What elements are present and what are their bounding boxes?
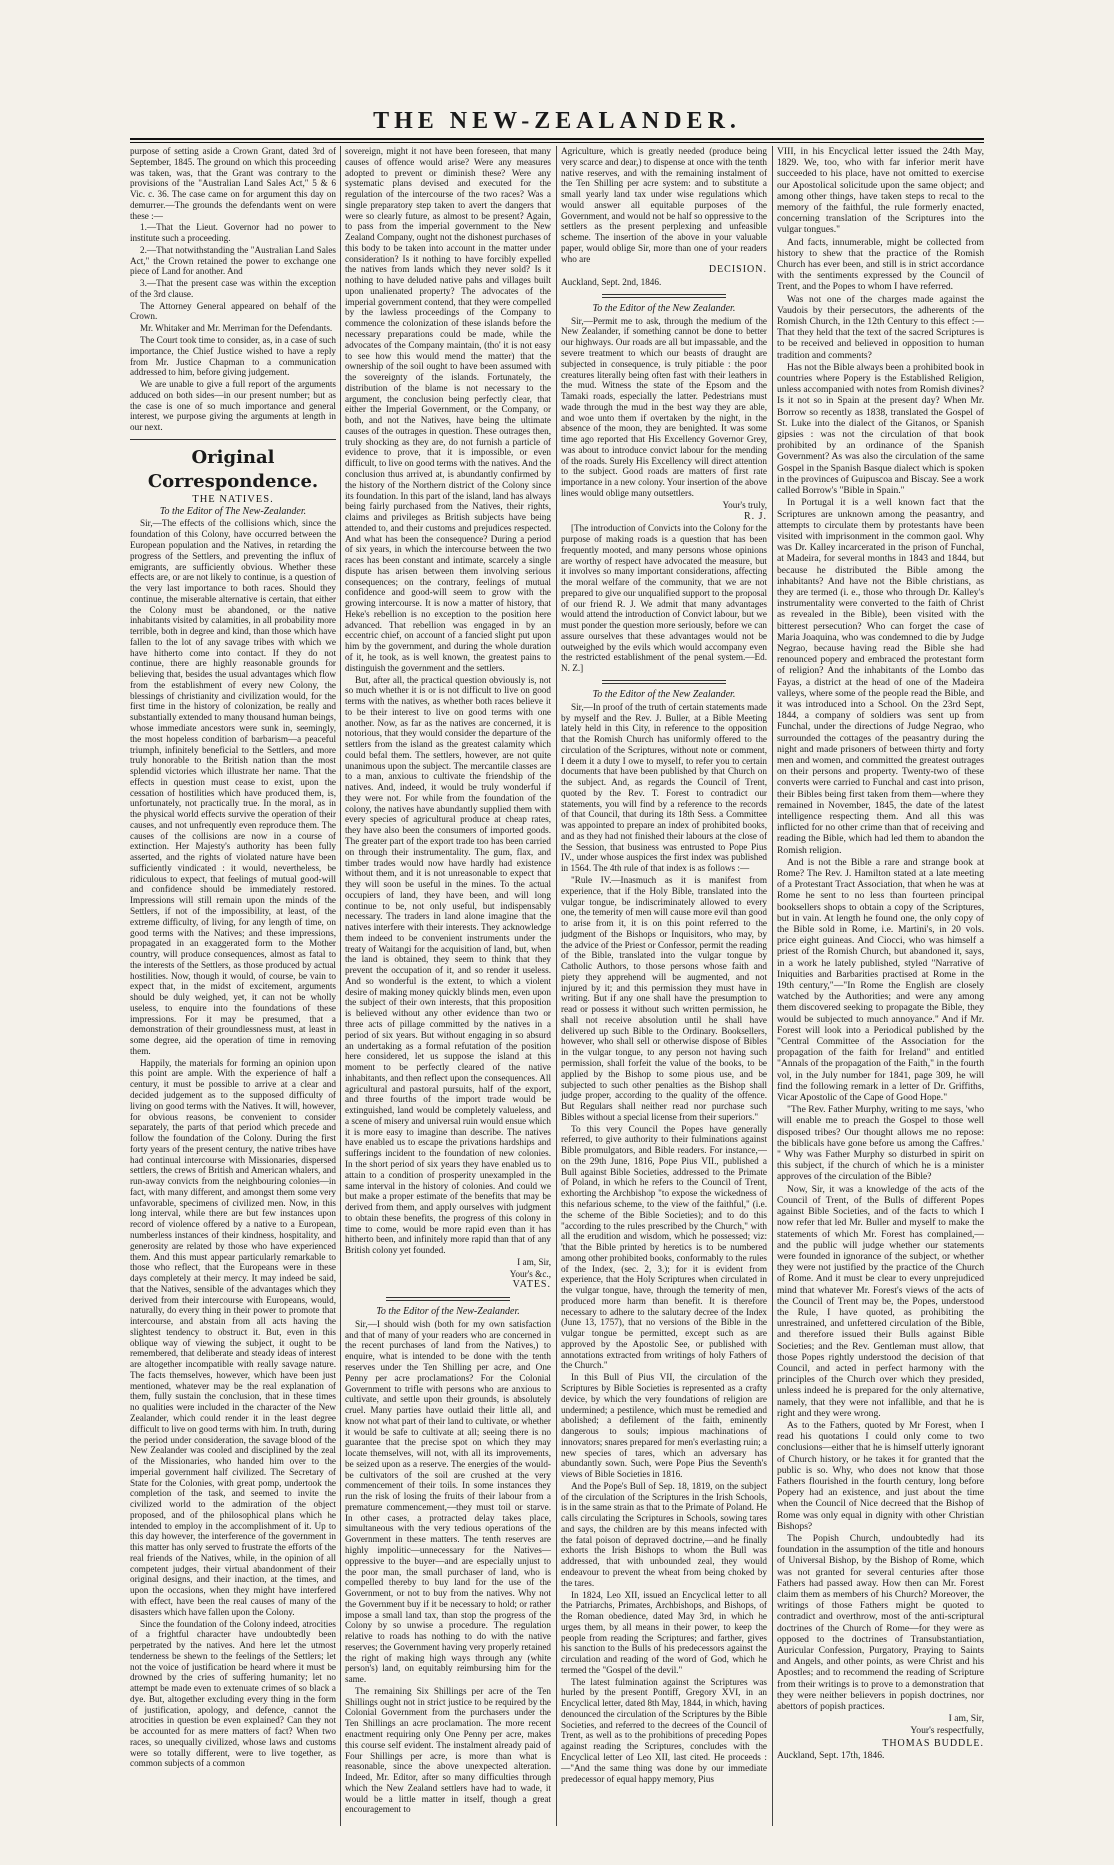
column-divider — [772, 146, 773, 1826]
masthead: THE NEW-ZEALANDER. — [373, 108, 741, 134]
paragraph: And is not the Bible a rare and strange book at Rome? The Rev. J. Hamilton stated at a late meeting of a Protestant Tract Association, that when he was at Rome he sent to no less than fourteen principal booksellers shops to obtain a copy of the Scriptures, but in vain. At length he found one, the only copy of the Bible sold in Rome, i.e. Martini's, in 20 vols. price eight guineas. And Ciocci, who was himself a priest of the Romish Church, but abandoned it, says, in a work he lately published, styled "Narrative of Iniquities and Barbarities practised at Rome in the 19th century,"—"In Rome the English are closely watched by the Authorities; and were any among them discovered seeking to propagate the Bible, they would be subjected to much annoyance." And if Mr. Forest will look into a Periodical published by the "Central Committee of the Association for the propagation of the faith for Ireland" and entitled "Annals of the propagation of the Faith," in the fourth vol, in the July number for 1841, page 309, he will find the following remark in a letter of Dr. Griffiths, Vicar Apostolic of the Cape of Good Hope." — [777, 856, 984, 1104]
paragraph: In Portugal it is a well known fact that the Scriptures are unknown among the peasantry, and attempts to circulate them by protestants have been visited with imprisonment in the common gaol. Why was Dr. Kalley incarcerated in the prison of Funchal, at Madeira, for several months in 1843 and 1844, but because he distributed the Bible among the inhabitants? And have not the Bible christians, as they are termed (i. e., those who through Dr. Kalley's instrumentality were converted to the faith of Christ as revealed in the Bible), been visited with the bitterest persecution? Who can forget the case of Maria Joaquina, who was condemned to die by Judge Negrao, because having read the Bible she had renounced popery and embraced the protestant form of religion? And the inhabitants of the Lombo das Fayas, a district at the head of one of the Madeira valleys, where some of the people read the Bible, and it was introduced into a School. On the 23rd Sept, 1844, a company of soldiers was sent up from Funchal, under the directions of Judge Negrao, who surrounded the cottages of the peasantry during the night and made prisoners of between thirty and forty men and women, and committed the greatest outrages on their persons and property. Twenty-two of these converts were carried to Funchal and cast into prison, their Bibles being first taken from them—where they remained in November, 1845, the date of the latest intelligence respecting them. And all this was inflicted for no other crime than that of receiving and reading the Bible, which had led them to abandon the Romish religion. — [777, 497, 984, 856]
letter-salutation: To the Editor of The New-Zealander. — [159, 505, 307, 517]
letter-salutation: To the Editor of the New-Zealander. — [376, 1306, 520, 1318]
article-heading: THE NATIVES. — [192, 493, 274, 505]
paragraph: Agriculture, which is greatly needed (produce being very scarce and dear,) to dispense at once with the tenth native reserves, and with the remaining instalment of the Ten Shilling per acre system: and to substitute a small yearly land tax under wise regulations which would answer all equitable purposes of the Government, and would not be half so oppressive to the settlers as the present perplexing and unfeasible scheme. The insertion of the above in your valuable paper, would oblige Sir, more than one of your readers who are — [561, 146, 767, 264]
letter-closing: I am, Sir, — [517, 1256, 551, 1267]
section-rule — [130, 439, 336, 440]
paragraph: And facts, innumerable, might be collected from history to shew that the practice of the Romish Church has ever been, and still is in strict accordance with the sentiments expressed by the Council of Trent, and the Popes to whom I have referred. — [777, 236, 984, 293]
letter-separator — [602, 294, 726, 298]
paragraph: In 1824, Leo XII, issued an Encyclical letter to all the Patriarchs, Primates, Archbishops, and Bishops, of the Roman obedience, dated May 3rd, in which he urges them, by all means in their power, to keep the people from reading the Scriptures; and farther, gives his sanction to the Bulls of his predecessors against the circulation and reading of the word of God, which he termed the "Gospel of the devil." — [561, 1589, 767, 1675]
paragraph: And the Pope's Bull of Sep. 18, 1819, on the subject of the circulation of the Scriptures in the Irish Schools, is in the same strain as that to the Primate of Poland. He calls circulating the Scriptures in Schools, sowing tares and says, the children are by this means infected with the fatal poison of depraved doctrine,—and he finally exhorts the Irish Bishops to whom the Bull was addressed, that with unbounded zeal, they would endeavour to prevent the wheat from being choked by the tares. — [561, 1480, 767, 1588]
paragraph: To this very Council the Popes have generally referred, to give authority to their fulminations against Bible promulgators, and Bible readers. For instance,—on the 29th June, 1816, Pope Pius VII., published a Bull against Bible Societies, addressed to the Primate of Poland, in which he refers to the Council of Trent, exhorting the Archbishop "to expose the wickedness of this nefarious scheme, to the view of the faithful," (i.e. the scheme of the Bible Societies); and to do this "according to the rules prescribed by the Church," with all the erudition and wisdom, which he possessed; viz: 'that the Bible printed by heretics is to be numbered among other prohibited books, conformably to the rules of the Index, (sec. 2, 3.); for it is evident from experience, that the Holy Scriptures when circulated in the vulgar tongue, have, through the temerity of men, produced more harm than benefit. It is therefore necessary to adhere to the salutary decree of the Index (June 13, 1757), that no versions of the Bible in the vulgar tongue be permitted, except such as are approved by the Apostolic See, or published with annotations extracted from writings of holy Fathers of the Church." — [561, 1123, 767, 1371]
paragraph: 2.—That notwithstanding the "Australian Land Sales Act," the Crown retained the power to exchange one piece of Land for another. And — [130, 244, 336, 277]
paragraph: Sir,—Permit me to ask, through the medium of the New Zealander, if something cannot be done to better our highways. Our roads are all but impassable, and the severe treatment to which our beasts of draught are subjected in consequence, is truly pitiable : the poor creatures literally being often fast with their leathers in the mud. Witness the state of the Epsom and the Tamaki roads, especially the latter. Pedestrians must wade through the mud in the best way they are able, and woe unto them if overtaken by the night, in the absence of the moon, they are benighted. It was some time ago reported that His Excellency Governor Grey, was about to introduce convict labour for the mending of the roads. Surely His Excellency will direct attention to the subject. Good roads are matters of first rate importance in a new colony. Your insertion of the above lines would oblige many outsettlers. — [561, 315, 767, 498]
paragraph: The Attorney General appeared on behalf of the Crown. — [130, 300, 336, 322]
paragraph: Sir,—I should wish (both for my own satisfaction and that of many of your readers who are concerned in the recent purchases of land from the Natives,) to enquire, what is intended to be done with the tenth reserves under the Ten Shilling per acre, and One Penny per acre proclamations? For the Colonial Government to trifle with persons who are anxious to cultivate, and settle upon their grounds, is absolutely cruel. Many parties have outlaid their little all, and know not what part of their land to cultivate, or whether it would be safe to cultivate at all; seeing there is no guarantee that the precise spot on which they may locate themselves, will not, with all its improvements, be seized upon as a reserve. The energies of the would-be cultivators of the soil are crushed at the very commencement of their toils. In some instances they run the risk of losing the fruits of their labour from a premature commencement,—they must toil or starve. In other cases, a protracted delay takes place, simultaneous with the very tedious operations of the Government in these matters. The tenth reserves are highly impolitic—unnecessary for the Natives—oppressive to the buyer—and are especially unjust to the poor man, the small purchaser of land, who is compelled thereby to buy land for the use of the Government, or not to buy from the natives. Why not the Government buy if it be necessary to hold; or rather impose a small land tax, than stop the progress of the Colony by so unwise a procedure. The regulation relative to roads has nothing to do with the native reserves; the Government having very properly retained the right of making high ways through any (white person's) land, on equitably reimbursing him for the same. — [345, 1318, 551, 1685]
editor-note: [The introduction of Convicts into the Colony for the purpose of making roads is a question that has been frequently mooted, and many persons whose opinions are worthy of respect have advocated the measure, but it involves so many important considerations, affecting the moral welfare of the community, that we are not prepared to give our unqualified support to the proposal of our friend R. J. We admit that many advantages would attend the introduction of Convict labour, but we must ponder the question more seriously, before we can assure ourselves that these advantages would not be outweighed by the evils which would accompany even the restricted establishment of the penal system.—Ed. N. Z.] — [561, 523, 767, 674]
paragraph: 3.—That the present case was within the exception of the 3rd clause. — [130, 278, 336, 299]
paragraph: sovereign, might it not have been foreseen, that many causes of offence would arise? Were any measures adopted to prevent or diminish these? Were any systematic plans devised and executed for the regulation of the intercourse of the two races? Was a single preparatory step taken to avert the dangers that were so clearly future, as almost to be present? Again, to pass from the imperial government to the New Zealand Company, ought not the dishonest purchases of this body to be taken into account in the matter under consideration? Is it nothing to have forcibly expelled the natives from lands which they never sold? Is it nothing to have deluded native pahs and villages built upon unalienated property? The advocates of the imperial government contend, that they were compelled by the lawless proceedings of the Company to commence the colonization of these islands before the necessary preparations could be made, while the advocates of the Company maintain, (tho' it is not easy to see how this would mend the matter) that the ownership of the soil ought to have been assumed with the sovereignty of the islands. Fortunately, the distribution of the blame is not necessary to the argument, the conclusion being perfectly clear, that either the Imperial Government, or the Company, or both, and not the Natives, have being the ultimate causes of the outrages in question. These outrages then, truly shocking as they are, do not furnish a particle of evidence to prove, that it is impossible, or even difficult, to live on good terms with the natives. And the conclusion thus arrived at, is abundantly confirmed by the history of the Northern district of the Colony since its foundation. In this part of the island, land has always being fairly purchased from the Natives, their rights, claims and privileges as British subjects have being attended to, and their customs and prejudices respected. And what has been the consequence? During a period of six years, in which the intercourse between the two races has been constant and intimate, scarcely a single dispute has arisen between them involving serious consequences; on the contrary, feelings of mutual confidence and good-will seem to grow with the growing intercourse. It is now a matter of history, that Heke's rebellion is no exception to the position here advanced. That rebellion was engaged in by an eccentric chief, on account of a fancied slight put upon him by the government, and during the whole duration of it, he took, as is well known, the greatest pains to distinguish the government and the settlers. — [345, 146, 551, 673]
dateline: Auckland, Sept. 17th, 1846. — [777, 1749, 885, 1761]
paragraph: In this Bull of Pius VII, the circulation of the Scriptures by Bible Societies is represented as a crafty device, by which the very foundations of religion are undermined; a pestilence, which must be remedied and abolished; a defilement of the faith, eminently dangerous to souls; impious machinations of innovators; snares prepared for men's everlasting ruin; a new species of tares, which an adversary has abundantly sown. Such, were Pope Pius the Seventh's views of Bible Societies in 1816. — [561, 1372, 767, 1480]
column-4 — [777, 146, 984, 1846]
letter-signature: THOMAS BUDDLE. — [882, 1737, 984, 1749]
section-heading: Original Correspondence. — [147, 446, 319, 492]
paragraph: purpose of setting aside a Crown Grant, dated 3rd of September, 1845. The ground on which this proceeding was taken, was, that the Grant was contrary to the provisions of the "Australian Land Sales Act," 5 & 6 Vic. c. 36. The case came on for argument this day on demurrer.—The grounds the defendants went on were these :— — [130, 146, 336, 221]
paragraph: VIII, in his Encyclical letter issued the 24th May, 1829. We, too, who with far inferior merit have succeeded to his place, have not omitted to exercise our Apostolical solicitude upon the same object; and among other things, have taken steps to recal to the memory of the faithful, the rule formerly enacted, concerning translation of the Scriptures into the vulgar tongues." — [777, 146, 984, 236]
paragraph: We are unable to give a full report of the arguments adduced on both sides—in our present number; but as the case is one of so much importance and general interest, we purpose giving the arguments at length in our next. — [130, 379, 336, 433]
paragraph: The remaining Six Shillings per acre of the Ten Shillings ought not in strict justice to be required by the Colonial Government from the purchasers under the Ten Shillings an acre proclamation. The more recent enactment requiring only One Penny per acre, makes this course self evident. The instalment already paid of Four Shillings per acre, is more than what is reasonable, since the above unexpected alteration. Indeed, Mr. Editor, after so many difficulties through which the New Zealand settlers have had to wade, it would be a little matter in itself, though a great encouragement to — [345, 1685, 551, 1815]
masthead-rule-thin — [130, 142, 984, 143]
letter-closing: I am, Sir, — [948, 1713, 984, 1725]
paragraph: The Popish Church, undoubtedly had its foundation in the assumption of the title and honours of Universal Bishop, by the Bishop of Rome, which was not granted for several centuries after those Fathers had passed away. How then can Mr. Forest claim them as members of his Church? Moreover, the writings of those Fathers might be quoted to contradict and overthrow, most of the anti-scriptural doctrines of the Church of Rome—for they were as opposed to the doctrines of Transubstantiation, Auricular Confession, Purgatory, Praying to Saints and Angels, and other points, as were Christ and his Apostles; and to recommend the reading of Scripture from their writings is to prove to a demonstration that they were neither believers in popish doctrines, nor abettors of popish practices. — [777, 1532, 984, 1713]
paragraph: But, after all, the practical question obviously is, not so much whether it is or is not difficult to live on good terms with the natives, as whether both races believe it to be their interest to live on good terms with one another. Now, as far as the natives are concerned, it is notorious, that they would consider the departure of the settlers from the island as the greatest calamity which could befal them. The settlers, however, are not quite unanimous upon the subject. The mercantile classes are to a man, anxious to cultivate the friendship of the natives. And, indeed, it would be truly wonderful if they were not. For while from the foundation of the colony, the natives have abundantly supplied them with every species of agricultural produce at cheap rates, they have also been the consumers of imported goods. The greater part of the export trade too has been carried on through their instrumentality. The gum, flax, and timber trades would now have hardly had existence without them, and it is not unreasonable to expect that they will soon be useful in the mines. To the actual occupiers of land, they have been, and will long continue to be, not only useful, but indispensably necessary. The traders in land alone imagine that the natives interfere with their interests. They acknowledge them indeed to be convenient instruments under the treaty of Waitangi for the acquisition of land, but, when the land is obtained, they seem to think that they prevent the occupation of it, and so render it useless. And so wonderful is the extent, to which a violent desire of making money quickly blinds men, even upon the subject of their own interests, that this proposition is believed without any other evidence than two or three acts of pillage committed by the natives in a period of six years. But without engaging in so absurd an undertaking as a formal refutation of the position here considered, let us suppose the island at this moment to be perfectly cleared of the native inhabitants, and then reflect upon the consequences. All agricultural and pastoral pursuits, half of the export, and three fourths of the import trade would be extinguished, land would be completely valueless, and a scene of misery and universal ruin would ensue which it is more easy to imagine than describe. The natives have enabled us to escape the privations hardships and sufferings incident to the foundation of new colonies. In the short period of six years they have enabled us to attain to a condition of prosperity unexampled in the same interval in the history of colonies. And could we but make a proper estimate of the benefits that may be derived from them, and apply ourselves with judgment to obtain these benefits, the progress of this colony in time to come, would be more rapid even than it has hitherto been, and infinitely more rapid than that of any British colony yet founded. — [345, 674, 551, 1256]
letter-separator — [386, 1297, 510, 1301]
paragraph: "The Rev. Father Murphy, writing to me says, 'who will enable me to preach the Gospel to those well disposed tribes? Our thought allows me no repose: the biblicals have gone before us among the Caffres.' " Why was Father Murphy so disturbed in spirit on this subject, if the church of which he is a minister approves of the circulation of the Bible? — [777, 1104, 984, 1183]
paragraph: Now, Sir, it was a knowledge of the acts of the Council of Trent, of the Bulls of different Popes against Bible Societies, and of the facts to which I now refer that led Mr. Buller and myself to make the statements of which Mr. Forest has complained,—and the public will judge whether our statements were founded in ignorance of the subject, or whether they were not justified by the practice of the Church of Rome. And it must be clear to every unprejudiced mind that whatever Mr. Forest's views of the acts of the Council of Trent may be, the Popes, understood the Rule, I have quoted, as prohibiting the unrestrained, and unfettered circulation of the Bible, and therefore issued their Bulls against Bible Societies; and the Rev. Gentleman must allow, that those Popes rightly understood the decision of that Council, and acted in perfect harmony with the principles of the Church over which they presided, unless indeed he is prepared for the only alternative, namely, that they were not infallible, and that he is right and they were wrong. — [777, 1183, 984, 1419]
letter-closing: Your's truly, — [722, 499, 767, 510]
column-divider — [556, 146, 557, 1826]
letter-separator — [602, 680, 726, 684]
paragraph: As to the Fathers, quoted by Mr Forest, when I read his quotations I could only come to two conclusions—either that he is himself utterly ignorant of Church history, or he takes it for granted that the public is so. Why, who does not know that those Fathers flourished in the fourth century, long before Popery had an existence, and just about the time when the Council of Nice decreed that the Bishop of Rome was only equal in dignity with other Christian Bishops? — [777, 1419, 984, 1532]
column-1 — [130, 146, 336, 1846]
paragraph: Happily, the materials for forming an opinion upon this point are ample. With the experience of half a century, it must be possible to arrive at a clear and decided judgement as to the supposed difficulty of living on good terms with the Natives. It will, however, for obvious reasons, be convenient to consider separately, the parts of that period which precede and follow the foundation of the Colony. During the first forty years of the present century, the native tribes have had continual intercourse with Missionaries, dispersed settlers, the crews of British and American whalers, and run-away convicts from the neighbouring colonies—in fact, with many different, and amongst them some very unfavorable, specimens of civilized men. Now, in this long interval, while there are but few instances upon record of violence offered by a native to a European, numberless instances of their kindness, hospitality, and generosity are related by those who have experienced them. And this must appear particularly remarkable to those who reflect, that the Europeans were in these days completely at their mercy. It may indeed be said, that the Natives, sensible of the advantages which they derived from their intercourse with Europeans, would, naturally, do every thing in their power to promote that intercourse, and abstain from all acts having the slightest tendency to obstruct it. But, even in this oblique way of viewing the subject, it ought to be remembered, that deliberate and steady ideas of interest are altogether incompatible with really savage nature. The facts themselves, however, which have been just mentioned, whatever may be the real explanation of them, fully sustain the conclusion, that in these times no qualities were included in the character of the New Zealander, which could render it in the least degree difficult to live on good terms with him. In truth, during the period under consideration, the savage blood of the New Zealander was cooled and disciplined by the zeal of the Missionaries, who handed him over to the imperial government half civilized. The Secretary of State for the Colonies, with great pomp, undertook the completion of the task, and seemed to invite the civilized world to the admiration of the object proposed, and of the philosophical plans which he intended to employ in the accomplishment of it. Up to this day however, the interference of the government in this matter has only served to frustrate the efforts of the real friends of the Natives, while, in the opinion of all competent judges, their virtual abandonment of their original designs, and their inaction, at the times, and upon the occasions, when they might have interfered with effect, have been the real causes of many of the disasters which have fallen upon the Colony. — [130, 1057, 336, 1617]
paragraph: Mr. Whitaker and Mr. Merriman for the Defendants. — [140, 323, 333, 334]
paragraph: Has not the Bible always been a prohibited book in countries where Popery is the Established Religion, unless accompanied with notes from Romish divines? Is it not so in Spain at the present day? When Mr. Borrow so recently as 1838, translated the Gospel of St. Luke into the dialect of the Gitanos, or Spanish gipsies : was not the circulation of that book prohibited by an ordinance of the Spanish Government? As was also the circulation of the same Gospel in the Spanish Basque dialect which is spoken in the provinces of Guipuscoa and Biscay. See a work called Borrow's "Bible in Spain." — [777, 361, 984, 497]
paragraph: Sir,—In proof of the truth of certain statements made by myself and the Rev. J. Buller, at a Bible Meeting lately held in this City, in reference to the opposition that the Romish Church has uniformly offered to the circulation of the Scriptures, without note or comment, I deem it a duty I owe to myself, to refer you to certain documents that have been published by that Church on the subject. And, as regards the Council of Trent, quoted by the Rev. T. Forest to contradict our statements, you will find by a reference to the records of that Council, that during its 18th Sess. a Committee was appointed to prepare an index of prohibited books, and as they had not finished their labours at the close of the Session, that business was entrusted to Pope Pius IV., under whose auspices the first index was published in 1564. The 4th rule of that index is as follows :— — [561, 701, 767, 874]
paragraph: Since the foundation of the Colony indeed, atrocities of a frightful character have undoubtedly been perpetrated by the natives. And here let the utmost tenderness be shewn to the feelings of the Settlers; let not the voice of justification be heard where it must be drowned by the cries of suffering humanity; let no attempt be made even to extenuate crimes of so black a dye. But, altogether excluding every thing in the form of justification, apology, and defence, cannot the atrocities in question be even explained? Can they not be accounted for as mere matters of fact? When two races, so unequally civilized, whose laws and customs were so totally different, were to live together, as common subjects of a common — [130, 1618, 336, 1769]
letter-salutation: To the Editor of the New Zealander. — [592, 302, 736, 314]
column-2 — [345, 146, 551, 1846]
letter-closing: Your's &c., — [509, 1268, 551, 1279]
quotation: "Rule IV.—Inasmuch as it is manifest from experience, that if the Holy Bible, translated into the vulgar tongue, be indiscriminately allowed to every one, the temerity of men will cause more evil than good to arise from it, it is on this point referred to the judgment of the Bishops or Inquisitors, who may, by the advice of the Priest or Confessor, permit the reading of the Bible, translated into the vulgar tongue by Catholic Authors, to those persons whose faith and piety they apprehend will be augmented, and not injured by it; and this permission they must have in writing. But if any one shall have the presumption to read or possess it without such written permission, he shall not receive absolution until he shall have delivered up such Bible to the Ordinary. Booksellers, however, who shall sell or otherwise dispose of Bibles in the vulgar tongue, to any person not having such permission, shall forfeit the value of the books, to be applied by the Bishop to some pious use, and be subjected to such other penalties as the Bishop shall judge proper, according to the quality of the offence. But Regulars shall neither read nor purchase such Bibles without a special license from their superiors." — [561, 875, 767, 1122]
letter-signature: VATES. — [512, 1279, 551, 1291]
paragraph: Was not one of the charges made against the Vaudois by their persecutors, the adherents of the Romish Church, in the 12th Century to this effect :—That they held that the text of the sacred Scriptures is to be received and believed in opposition to human tradition and comments? — [777, 293, 984, 361]
column-divider — [340, 146, 341, 1826]
paragraph: The Court took time to consider, as, in a case of such importance, the Chief Justice wished to have a reply from Mr. Justice Chapman to a communication addressed to him, before giving judgement. — [130, 335, 336, 378]
paragraph: 1.—That the Lieut. Governor had no power to institute such a proceeding. — [130, 222, 336, 244]
masthead-rule — [130, 138, 984, 140]
dateline: Auckland, Sept. 2nd, 1846. — [561, 277, 662, 288]
paragraph: Sir,—The effects of the collisions which, since the foundation of this Colony, have occurred between the European population and the Natives, in retarding the progress of the Settlers, and preventing the influx of emigrants, are sufficiently obvious. Whether these effects are, or are not likely to continue, is a question of the very last importance to both races. Should they continue, the miserable alternative is certain, that either the Colony must be abandoned, or the native inhabitants visited by calamities, in all probability more terrible, both in degree and kind, than those which have fallen to the lot of any savage tribes with which we have hitherto come into contact. If they do not continue, there are highly reasonable grounds for believing that, besides the usual advantages which flow from the establishment of every new Colony, the blessings of christianity and civilization would, for the first time in the history of colonization, be really and substantially extended to many thousand human beings, whose immediate ancestors were sunk in, seemingly, the most hopeless condition of barbarism—a peaceful triumph, infinitely beneficial to the Settlers, and more truly honorable to the British nation than the most splendid victories which illustrate her name. That the effects in question must cease to exist, upon the cessation of hostilities which have produced them, is, unfortunately, not practically true. In the moral, as in the physical world effects survive the operation of their causes, and not unfrequently even reproduce them. The causes of the collisions are now in a course of extinction. Her Majesty's authority has been fully asserted, and the rights of violated nature have been sufficiently vindicated : it would, nevertheless, be ridiculous to expect, that feelings of mutual good-will and confidence should be immediately restored. Impressions will still remain upon the minds of the Settlers, if not of the impossibility, at least, of the extreme difficulty, of living, for any length of time, on good terms with the Natives; and these impressions, propagated in an exaggerated form to the Mother country, will produce consequences, almost as fatal to the interests of the Settlers, as those produced by actual hostilities. Now, though it would, of course, be vain to expect that, in the midst of excitement, arguments should be duly weighed, yet, it can not be wholly useless, to enquire into the foundations of these impressions. For it may be presumed, that a demonstration of their groundlessness must, at least in some degree, aid the operation of time in removing them. — [130, 518, 336, 1056]
column-3 — [561, 146, 767, 1846]
letter-signature: DECISION. — [708, 264, 767, 276]
letter-closing: Your's respectfully, — [910, 1725, 984, 1737]
paragraph: The latest fulmination against the Scriptures was hurled by the present Pontiff, Gregory XVI, in an Encyclical letter, dated 8th May, 1844, in which, having denounced the circulation of the Scriptures by the Bible Societies, and referred to the decrees of the Council of Trent, as well as to the prohibitions of preceding Popes against reading the Scriptures, concludes with the Encyclical letter of Leo XII, last cited. He proceeds :—"And the same thing was done by our immediate predecessor of equal happy memory, Pius — [561, 1676, 767, 1784]
letter-salutation: To the Editor of the New Zealander. — [592, 688, 736, 700]
letter-signature: R. J. — [743, 510, 767, 522]
